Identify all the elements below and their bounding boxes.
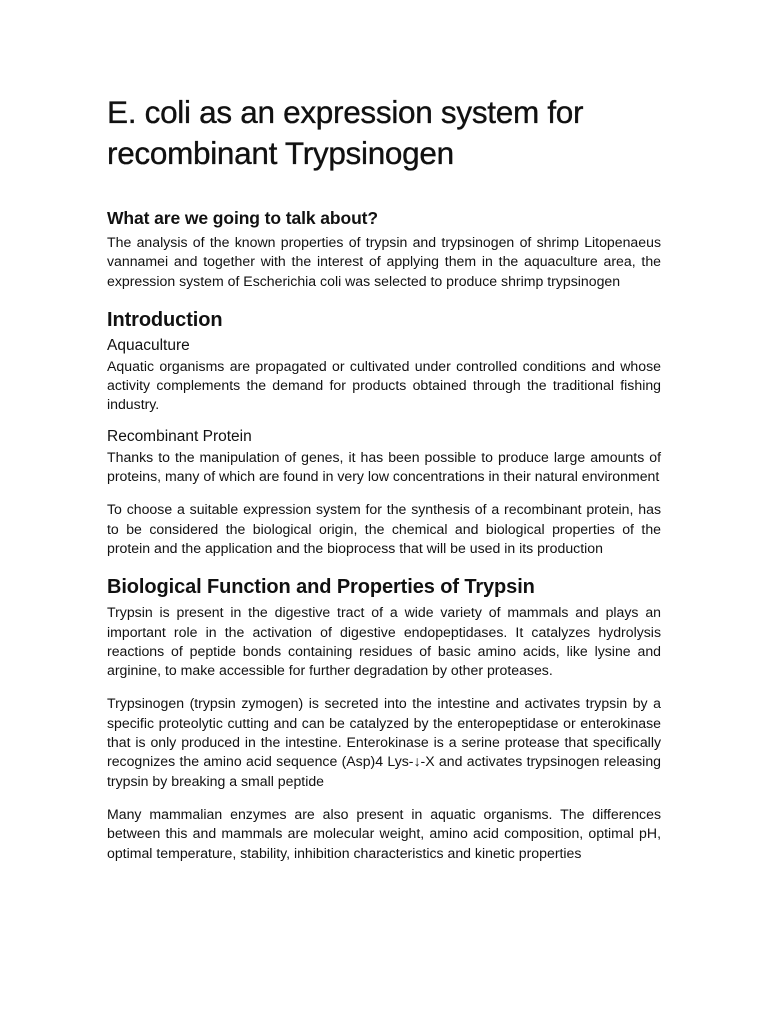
expression-system-paragraph: To choose a suitable expression system for the synthesis of a recombinant protein, has to be considered the biological origin, the chemical and biological properties of the protein and the application and the bioprocess that will be used in its production — [107, 501, 661, 556]
document-title: E. coli as an expression system for recombinant Trypsinogen — [107, 94, 584, 171]
trypsin-paragraph: Trypsin is present in the digestive tract of a wide variety of mammals and plays an important role in the activation of digestive endopeptidases. It catalyzes hydrolysis reactions of peptide bonds containing residues of basic amino acids, like lysine and arginine, to make accessible for further degradation by other proteases. — [107, 604, 661, 679]
aquaculture-paragraph: Aquatic organisms are propagated or cultivated under controlled conditions and whose activity complements the demand for products obtained through the traditional fishing industry. — [107, 357, 661, 413]
subsection-heading-recombinant-protein: Recombinant Protein — [107, 427, 252, 445]
subsection-heading-aquaculture: Aquaculture — [107, 336, 190, 354]
trypsinogen-paragraph: Trypsinogen (trypsin zymogen) is secreted into the intestine and activates trypsin by a specific proteolytic cutting and can be catalyzed by the enteropeptidase or enterokinase that is only produced in the intestine. Enterokinase is a serine protease that specifically recognizes the amino acid sequence (Asp)4 Lys-↓-X and activates trypsinogen releasing trypsin by breaking a small peptide — [107, 695, 661, 789]
recombinant-protein-paragraph: Thanks to the manipulation of genes, it has been possible to produce large amounts of proteins, many of which are found in very low concentrations in their natural environment — [107, 448, 661, 485]
document-page — [107, 92, 661, 863]
aquatic-enzymes-paragraph: Many mammalian enzymes are also present in aquatic organisms. The differences between this and mammals are molecular weight, amino acid composition, optimal pH, optimal temperature, stability, inhibition characteristics and kinetic properties — [107, 805, 661, 861]
section-heading-overview: What are we going to talk about? — [107, 208, 378, 228]
section-heading-introduction: Introduction — [107, 308, 223, 331]
overview-paragraph: The analysis of the known properties of trypsin and trypsinogen of shrimp Litopenaeus vannamei and together with the interest of applying them in the aquaculture area, the expression system of Escherichia coli was selected to produce shrimp trypsinogen — [107, 234, 661, 289]
section-heading-trypsin: Biological Function and Properties of Trypsin — [107, 576, 535, 599]
